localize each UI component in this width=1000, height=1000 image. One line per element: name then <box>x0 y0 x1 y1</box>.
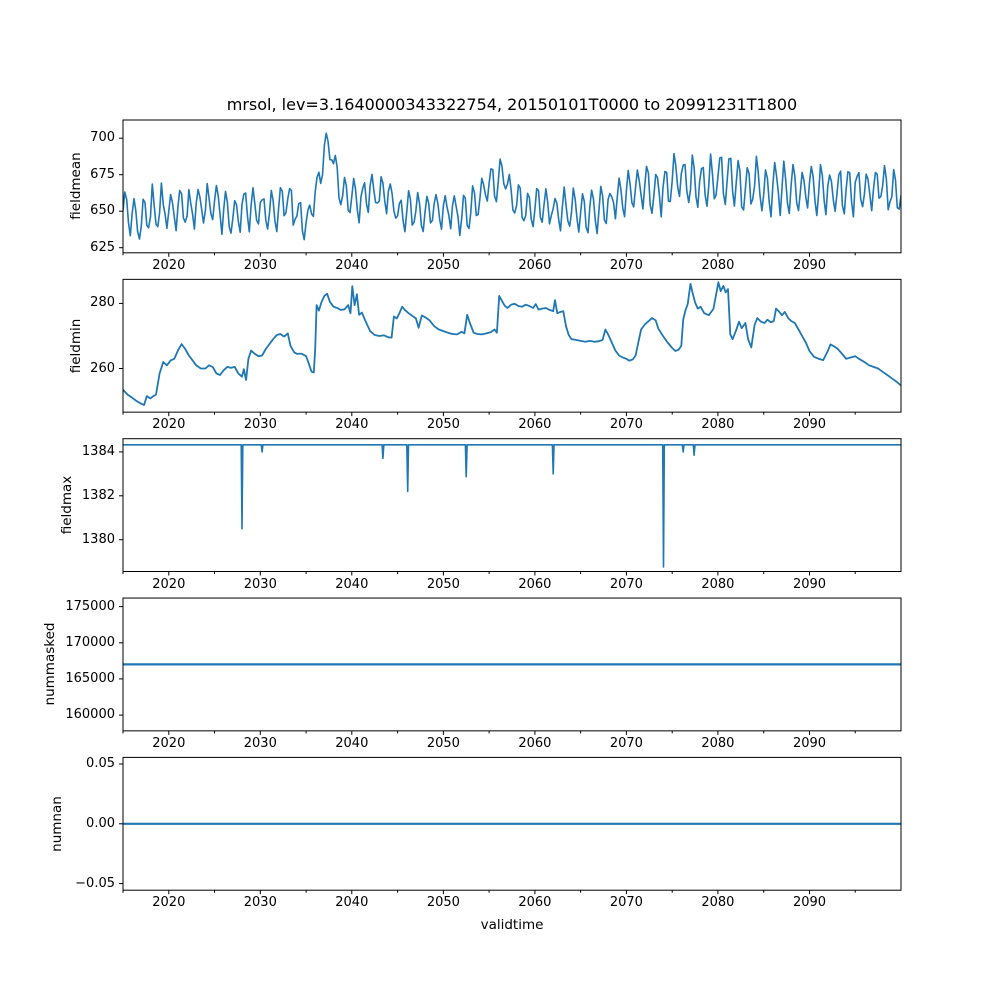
y-axis-label-nummasked: nummasked <box>42 622 58 706</box>
x-tick-label: 2020 <box>152 895 186 911</box>
x-tick-label: 2090 <box>792 735 827 751</box>
x-tick-label: 2060 <box>518 895 552 911</box>
x-tick-label: 2020 <box>152 576 186 592</box>
y-tick-label: 0.05 <box>86 756 115 771</box>
y-axis-label-fieldmean: fieldmean <box>68 152 84 221</box>
y-tick-label: 280 <box>90 295 115 311</box>
y-axis-label-fieldmax: fieldmax <box>59 475 75 535</box>
x-tick-label: 2040 <box>335 576 369 592</box>
x-tick-label: 2020 <box>152 257 186 273</box>
axes-box-fieldmax <box>123 439 901 572</box>
x-tick-label: 2020 <box>152 417 186 433</box>
y-tick-label: 625 <box>90 239 115 255</box>
x-tick-label: 2050 <box>426 735 460 751</box>
x-tick-label: 2080 <box>701 417 735 433</box>
axes-box-fieldmean <box>123 120 901 253</box>
fieldmean-line <box>123 133 901 239</box>
y-tick-label: 175000 <box>65 598 115 614</box>
x-tick-label: 2050 <box>426 576 460 592</box>
x-tick-label: 2070 <box>609 257 643 273</box>
x-tick-label: 2080 <box>701 895 735 911</box>
chart-title: mrsol, lev=3.1640000343322754, 20150101T0000 to 20991231T1800 <box>226 95 798 114</box>
x-axis-label: validtime <box>480 917 544 933</box>
y-tick-label: 1380 <box>81 531 115 547</box>
x-tick-label: 2080 <box>701 735 735 751</box>
x-tick-label: 2060 <box>518 735 552 751</box>
y-tick-label: 0.00 <box>86 815 115 831</box>
x-tick-label: 2070 <box>609 417 643 433</box>
x-tick-label: 2090 <box>792 257 827 273</box>
y-axis-label-numnan: numnan <box>49 795 65 852</box>
x-tick-label: 2070 <box>609 895 643 911</box>
x-tick-label: 2070 <box>609 735 643 751</box>
x-tick-label: 2080 <box>701 576 735 592</box>
y-tick-label: 1382 <box>81 487 115 503</box>
fieldmax-line <box>123 445 901 567</box>
x-tick-label: 2080 <box>701 257 735 273</box>
x-tick-label: 2040 <box>335 417 369 433</box>
x-tick-label: 2070 <box>609 576 643 592</box>
y-tick-label: 1384 <box>81 443 115 459</box>
y-tick-label: −0.05 <box>75 875 115 891</box>
x-tick-label: 2030 <box>243 735 277 751</box>
x-tick-label: 2040 <box>335 735 369 751</box>
y-axis-label-fieldmin: fieldmin <box>68 318 84 374</box>
x-tick-label: 2030 <box>243 576 277 592</box>
y-tick-label: 650 <box>90 203 115 219</box>
x-tick-label: 2040 <box>335 895 369 911</box>
x-tick-label: 2030 <box>243 257 277 273</box>
x-tick-label: 2060 <box>518 257 552 273</box>
axes-box-fieldmin <box>123 279 901 412</box>
x-tick-label: 2030 <box>243 895 277 911</box>
x-tick-label: 2050 <box>426 257 460 273</box>
y-tick-label: 700 <box>90 130 115 146</box>
y-tick-label: 675 <box>90 166 115 182</box>
x-tick-label: 2050 <box>426 417 460 433</box>
x-tick-label: 2060 <box>518 576 552 592</box>
x-tick-label: 2060 <box>518 417 552 433</box>
x-tick-label: 2040 <box>335 257 369 273</box>
x-tick-label: 2020 <box>152 735 186 751</box>
y-tick-label: 170000 <box>65 634 115 650</box>
y-tick-label: 160000 <box>65 707 115 723</box>
x-tick-label: 2050 <box>426 895 460 911</box>
fieldmin-line <box>123 282 901 405</box>
y-tick-label: 260 <box>90 360 115 376</box>
x-tick-label: 2090 <box>792 895 827 911</box>
x-tick-label: 2090 <box>792 576 827 592</box>
y-tick-label: 165000 <box>65 670 115 686</box>
x-tick-label: 2030 <box>243 417 277 433</box>
x-tick-label: 2090 <box>792 417 827 433</box>
